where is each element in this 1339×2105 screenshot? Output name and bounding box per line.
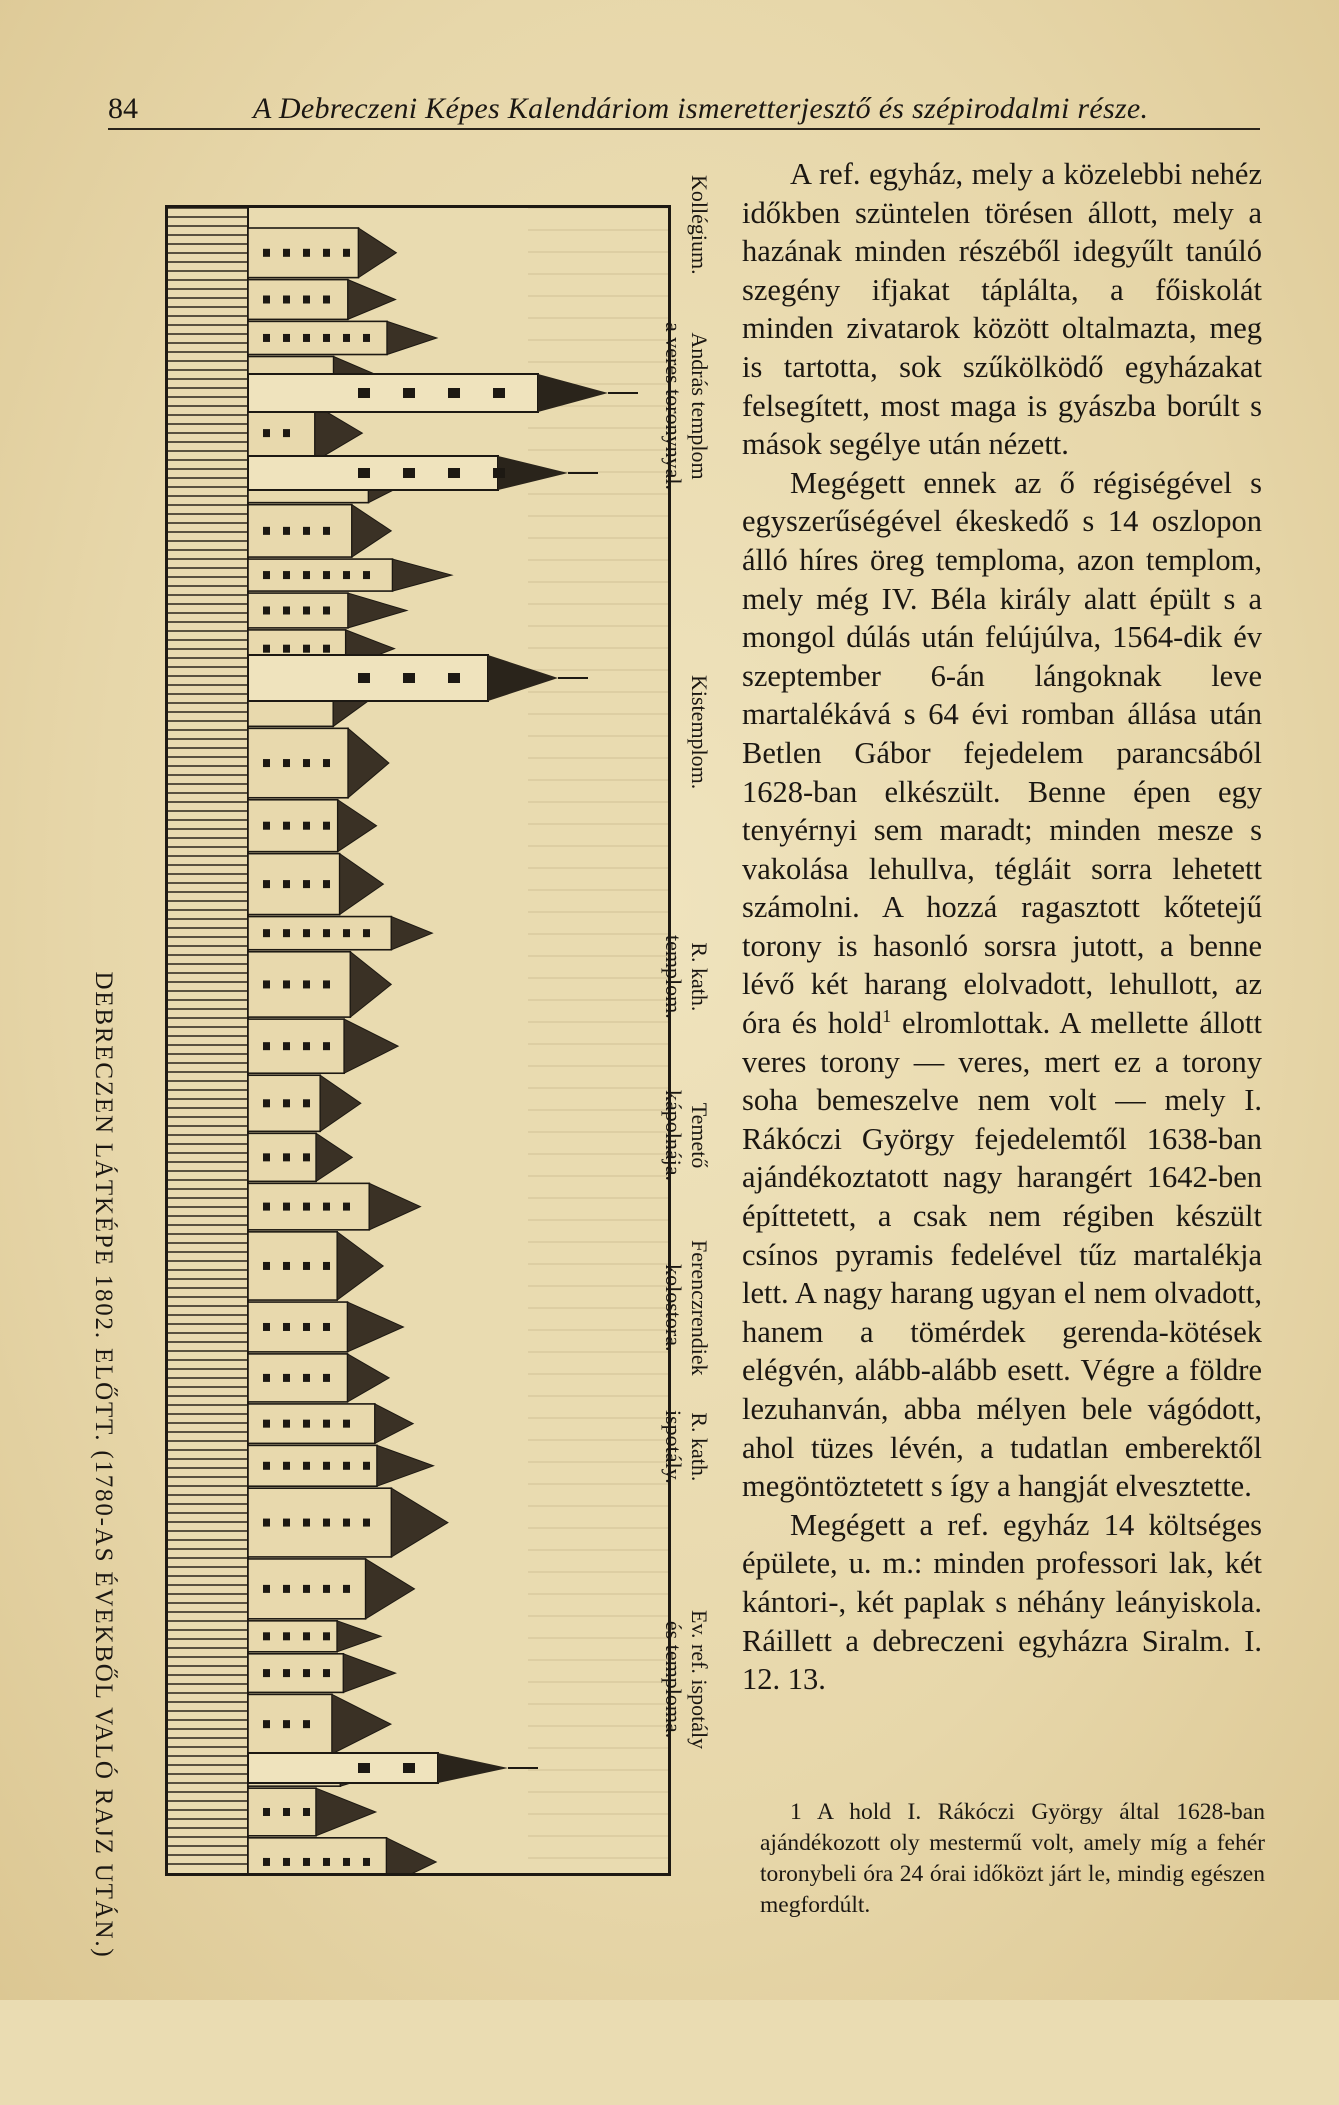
paragraph-text-continued: elromlottak. A mellette állott veres torony — veres, mert ez a torony soha bemeszelve nem volt — mely I. Rákóczi György fejedelemtől 1638-ban ajándékoztatott nagy harangért 1642-ben építtetett, a csak nem régiben készült csínos pyramis fedelével tűz martalékja lett. A nagy harang ugyan el nem olvadott, hanem a tömérdek gerenda-kötések elégvén, alább-alább esett. Végre a földre lezuhanván, abba mélyen bele vágódott, ahol tüzes lévén, a tudatlan emberektől megöntöztetett s így a hangját elvesztette. <box>742 1006 1263 1504</box>
house-window <box>303 645 310 653</box>
house-window <box>323 1374 330 1382</box>
header-rule <box>108 128 1260 130</box>
tower-window <box>493 468 505 478</box>
paragraph: Megégett a ref. egyház 14 költséges épülete, u. m.: minden professori lak, két kántori-, két paplak s néhány leányiskola. Ráillett a debreczeni egyházra Siralm. I. 12. 13. <box>742 1507 1262 1697</box>
house-window <box>263 980 270 988</box>
house-window <box>283 1042 290 1050</box>
house-window <box>283 571 290 579</box>
house-window <box>303 1042 310 1050</box>
house-window <box>363 1858 370 1866</box>
landmark-label: R. kath. templom. <box>661 935 712 1019</box>
tower-window <box>358 673 370 683</box>
house-window <box>303 295 310 303</box>
house-wall <box>248 405 315 461</box>
house-window <box>283 1808 290 1816</box>
house-window <box>303 1585 310 1593</box>
house-window <box>303 822 310 830</box>
house-window <box>323 822 330 830</box>
house-window <box>283 1669 290 1677</box>
house-roof <box>320 1075 361 1131</box>
house-roof <box>366 1559 415 1619</box>
house-roof <box>343 1654 395 1693</box>
house-roof <box>348 1354 390 1402</box>
house-window <box>263 880 270 888</box>
house-roof <box>387 1838 437 1873</box>
body-text-column <box>742 155 1262 1699</box>
house-wall <box>248 593 348 628</box>
house-roof <box>391 917 432 950</box>
landmark-label: Ferenczrendiek kolostora. <box>661 1240 712 1376</box>
house-window <box>283 880 290 888</box>
house-window <box>323 571 330 579</box>
house-window <box>283 249 290 257</box>
house-roof <box>337 1232 383 1300</box>
house-roof <box>348 280 396 320</box>
house-window <box>303 1153 310 1161</box>
tower-window <box>403 468 415 478</box>
house-window <box>283 1374 290 1382</box>
house-roof <box>352 505 391 557</box>
house-window <box>283 1099 290 1107</box>
house-window <box>303 527 310 535</box>
house-window <box>323 929 330 937</box>
house-window <box>323 527 330 535</box>
house-window <box>283 1462 290 1470</box>
house-window <box>303 759 310 767</box>
house-window <box>303 1203 310 1211</box>
house-window <box>283 429 290 437</box>
house-window <box>263 1519 270 1527</box>
house-window <box>303 606 310 614</box>
house-window <box>263 1720 270 1728</box>
house-window <box>263 571 270 579</box>
house-window <box>343 334 350 342</box>
house-window <box>323 645 330 653</box>
city-panorama-illustration <box>165 205 671 1876</box>
tower-window <box>358 1763 370 1773</box>
landmark-label: Kistemplom. <box>687 675 712 790</box>
house-window <box>283 1858 290 1866</box>
house-window <box>283 1420 290 1428</box>
house-roof <box>315 405 362 461</box>
house-window <box>323 1519 330 1527</box>
house-window <box>263 1323 270 1331</box>
house-window <box>263 249 270 257</box>
house-wall <box>248 1302 347 1352</box>
landmark-label: Ev. ref. ispotály és temploma. <box>661 1610 712 1750</box>
tower-spire <box>438 1753 508 1783</box>
house-window <box>263 1374 270 1382</box>
house-window <box>323 759 330 767</box>
house-window <box>263 1669 270 1677</box>
house-roof <box>348 593 407 628</box>
house-roof <box>332 1694 391 1753</box>
house-window <box>303 929 310 937</box>
house-window <box>263 1153 270 1161</box>
house-window <box>283 1720 290 1728</box>
house-window <box>303 1462 310 1470</box>
house-window <box>263 645 270 653</box>
house-window <box>303 1323 310 1331</box>
house-window <box>283 295 290 303</box>
page-number: 84 <box>108 92 138 125</box>
house-window <box>263 1042 270 1050</box>
house-window <box>283 759 290 767</box>
house-window <box>303 1099 310 1107</box>
house-window <box>323 880 330 888</box>
house-window <box>303 1519 310 1527</box>
house-window <box>303 249 310 257</box>
house-window <box>303 1808 310 1816</box>
house-window <box>303 880 310 888</box>
house-wall <box>248 1354 348 1402</box>
house-window <box>303 1374 310 1382</box>
paragraph <box>742 464 1262 1506</box>
house-window <box>343 1420 350 1428</box>
house-window <box>263 1858 270 1866</box>
house-window <box>303 334 310 342</box>
tower-body <box>248 456 498 490</box>
house-roof <box>338 800 377 852</box>
footnote-text: A hold I. Rákóczi György által 1628-ban ajándékozott oly mestermű volt, amely míg a fehér toronybeli óra 24 órai időközt járt le, mindig egészen megfordúlt. <box>760 1799 1265 1918</box>
house-window <box>263 1585 270 1593</box>
tower-window <box>403 1763 415 1773</box>
house-window <box>263 429 270 437</box>
footnote-marker: 1 <box>790 1799 802 1825</box>
house-window <box>263 1462 270 1470</box>
house-window <box>323 1632 330 1640</box>
footnote-reference: 1 <box>882 1005 892 1026</box>
house-window <box>343 1519 350 1527</box>
house-roof <box>347 1302 403 1352</box>
house-window <box>283 1632 290 1640</box>
house-roof <box>387 321 437 354</box>
house-window <box>303 1262 310 1270</box>
house-window <box>283 1262 290 1270</box>
house-window <box>263 334 270 342</box>
house-window <box>343 1585 350 1593</box>
house-window <box>363 929 370 937</box>
house-window <box>323 1462 330 1470</box>
house-window <box>323 334 330 342</box>
footnote <box>760 1797 1265 1921</box>
house-window <box>283 334 290 342</box>
tower-window <box>448 468 460 478</box>
house-window <box>363 1462 370 1470</box>
house-roof <box>393 559 452 591</box>
house-window <box>303 1669 310 1677</box>
house-window <box>283 1203 290 1211</box>
house-window <box>363 1519 370 1527</box>
house-window <box>323 1858 330 1866</box>
house-roof <box>344 1019 398 1073</box>
house-window <box>323 1585 330 1593</box>
house-window <box>343 1858 350 1866</box>
house-window <box>323 1203 330 1211</box>
tower-window <box>448 388 460 398</box>
house-window <box>323 1420 330 1428</box>
house-roof <box>316 1788 376 1836</box>
house-window <box>343 1462 350 1470</box>
running-title: A Debreczeni Képes Kalendáriom ismeretterjesztő és szépirodalmi része. <box>253 92 1149 125</box>
tower-window <box>403 388 415 398</box>
landmark-label: Temető kápolnája. <box>661 1090 712 1182</box>
landmark-label: R. kath. ispotály. <box>661 1410 712 1484</box>
house-roof <box>391 1488 448 1557</box>
house-window <box>363 571 370 579</box>
house-window <box>303 1858 310 1866</box>
house-wall <box>248 1838 387 1873</box>
house-window <box>283 980 290 988</box>
tower-window <box>358 388 370 398</box>
house-roof <box>377 1445 433 1486</box>
house-window <box>283 1519 290 1527</box>
house-window <box>303 980 310 988</box>
house-window <box>363 334 370 342</box>
house-roof <box>358 228 396 278</box>
house-roof <box>375 1404 413 1443</box>
house-wall <box>248 1694 332 1753</box>
house-window <box>343 1203 350 1211</box>
house-window <box>263 929 270 937</box>
tower-spire <box>488 655 558 701</box>
house-window <box>263 1262 270 1270</box>
house-window <box>303 1632 310 1640</box>
house-window <box>283 1323 290 1331</box>
house-window <box>263 1632 270 1640</box>
figure-caption-text: DEBRECZEN LÁTKÉPE 1802. ELŐTT. (1780-AS ÉVEKBŐL VALÓ RAJZ UTÁN.) <box>90 971 117 1959</box>
house-window <box>263 1420 270 1428</box>
tower-window <box>358 468 370 478</box>
house-window <box>263 295 270 303</box>
house-window <box>283 929 290 937</box>
house-window <box>283 606 290 614</box>
house-window <box>323 1042 330 1050</box>
house-window <box>303 1420 310 1428</box>
house-roof <box>316 1133 352 1181</box>
house-window <box>343 249 350 257</box>
house-window <box>323 1669 330 1677</box>
house-window <box>323 249 330 257</box>
tower-window <box>493 388 505 398</box>
tower-spire <box>498 456 568 490</box>
tower-window <box>403 673 415 683</box>
house-window <box>283 1153 290 1161</box>
house-window <box>283 1585 290 1593</box>
house-window <box>263 527 270 535</box>
house-window <box>323 295 330 303</box>
house-roof <box>340 854 384 915</box>
paragraph: A ref. egyház, mely a közelebbi nehéz időkben szüntelen törésen állott, mely a hazának minden részéből idegyűlt tanúló szegény ifjakat táplálta, a főiskolát minden zivatarok között oltalmazta, meg is tartotta, sok szűkölködő egyházakat felsegített, most maga is gyászba borúlt s mások segélye után nézett. <box>742 157 1262 462</box>
house-window <box>323 606 330 614</box>
paragraph-text: Megégett ennek az ő régiségével s egyszerűségével ékeskedő s 14 oszlopon álló híres öreg temploma, azon templom, mely még IV. Béla király alatt épült s a mongol dúlás után felújúlva, 1564-dik év szeptember 6-án lángoknak leve martalékává s 64 évi romban állása után Betlen Gábor fejedelem parancsából 1628-ban elkészült. Benne épen egy tenyérnyi sem maradt; minden mesze s vakolása lehullva, tégláit sorra lehetett számolni. A hozzá ragasztott kőtetejű torony is hasonló sorsra jutott, a benne lévő két harang elolvadott, lehullott, az óra és hold <box>742 465 1262 1041</box>
house-window <box>343 571 350 579</box>
panorama-drawing <box>168 208 668 1873</box>
house-window <box>323 1262 330 1270</box>
house-window <box>283 645 290 653</box>
house-window <box>263 1808 270 1816</box>
house-window <box>303 1720 310 1728</box>
landmark-label: Kollégium. <box>687 175 712 275</box>
house-wall <box>248 280 348 320</box>
house-window <box>263 1099 270 1107</box>
house-roof <box>369 1183 420 1229</box>
house-roof <box>337 1621 381 1652</box>
house-window <box>263 759 270 767</box>
house-window <box>343 929 350 937</box>
landmark-label: András templom a veres toronynyal. <box>661 322 712 490</box>
house-window <box>323 980 330 988</box>
house-window <box>263 1203 270 1211</box>
house-window <box>263 606 270 614</box>
house-window <box>303 571 310 579</box>
tower-window <box>448 673 460 683</box>
house-roof <box>350 952 391 1017</box>
house-window <box>283 527 290 535</box>
house-window <box>263 822 270 830</box>
house-roof <box>348 728 389 797</box>
figure-caption <box>81 825 125 2105</box>
house-window <box>323 1323 330 1331</box>
house-window <box>283 822 290 830</box>
